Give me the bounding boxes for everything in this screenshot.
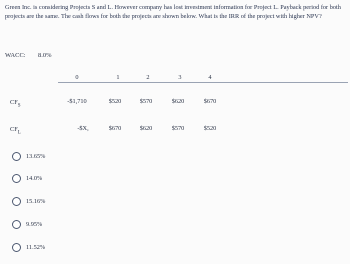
radio-button[interactable] bbox=[12, 152, 21, 161]
table-cell: $520 bbox=[108, 98, 122, 105]
header-divider bbox=[58, 82, 348, 83]
cf-label: CF bbox=[10, 126, 18, 133]
radio-button[interactable] bbox=[12, 243, 21, 252]
option-label: 15.16% bbox=[26, 198, 46, 205]
period-header: 4 bbox=[208, 74, 212, 81]
radio-button[interactable] bbox=[12, 174, 21, 183]
cf-label: CF bbox=[10, 99, 18, 106]
table-cell: $570 bbox=[171, 125, 185, 132]
answer-option[interactable] bbox=[12, 243, 132, 255]
period-header: 2 bbox=[146, 74, 150, 81]
cf-sub: L bbox=[17, 130, 21, 136]
row-label-cfl bbox=[10, 126, 21, 135]
option-label: 14.0% bbox=[26, 175, 43, 182]
answer-option[interactable] bbox=[12, 174, 132, 186]
question-text: Green Inc. is considering Projects S and L. However company has lost investment information for Project L. Payback period for both projects are the same. The cash flows for both the projects are shown below. What is the IRR of the project with higher NPV? bbox=[5, 4, 341, 20]
table-cell: $570 bbox=[139, 98, 153, 105]
period-header: 1 bbox=[116, 74, 120, 81]
table-cell: $670 bbox=[108, 125, 122, 132]
answer-option[interactable] bbox=[12, 220, 132, 232]
period-header: 3 bbox=[178, 74, 182, 81]
table-cell: $520 bbox=[203, 125, 217, 132]
table-cell: -$X, bbox=[77, 125, 89, 132]
option-label: 11.52% bbox=[26, 244, 46, 251]
table-cell: $670 bbox=[203, 98, 217, 105]
answer-option[interactable] bbox=[12, 152, 132, 164]
wacc-label: WACC: bbox=[5, 52, 26, 59]
period-header: 0 bbox=[75, 74, 79, 81]
radio-button[interactable] bbox=[12, 220, 21, 229]
cash-flow-table bbox=[0, 72, 350, 142]
option-label: 13.65% bbox=[26, 153, 46, 160]
table-cell: $620 bbox=[171, 98, 185, 105]
wacc-value: 8.0% bbox=[38, 52, 52, 59]
radio-button[interactable] bbox=[12, 197, 21, 206]
option-label: 9.95% bbox=[26, 221, 43, 228]
row-label-cfs bbox=[10, 99, 20, 108]
table-cell: -$1,710 bbox=[67, 98, 87, 105]
cf-sub: S bbox=[17, 103, 21, 109]
table-cell: $620 bbox=[139, 125, 153, 132]
answer-option[interactable] bbox=[12, 197, 132, 209]
